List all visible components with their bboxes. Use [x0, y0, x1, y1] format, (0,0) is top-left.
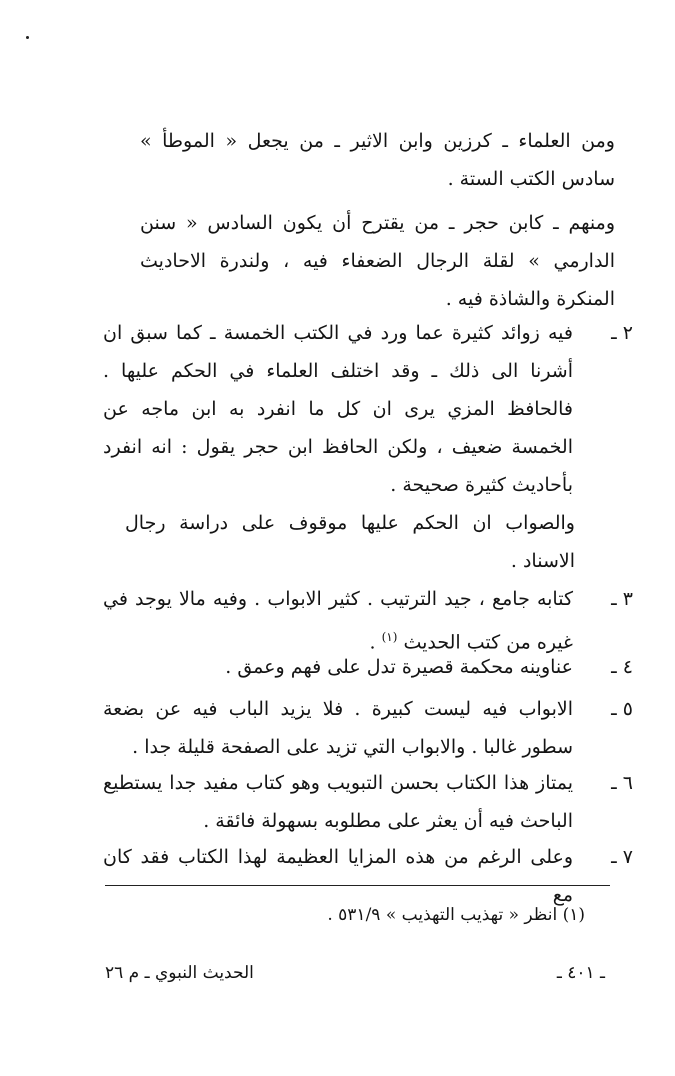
- item-text-2-continuation: والصواب ان الحكم عليها موقوف على دراسة رجال الاسناد .: [125, 512, 575, 572]
- page-footer: [105, 958, 605, 988]
- item-text-3-end: .: [369, 631, 382, 654]
- intro-paragraph-1: ومن العلماء ـ كرزين وابن الاثير ـ من يجعل « الموطأ » سادس الكتب الستة .: [140, 130, 615, 190]
- item-text-5: الابواب فيه ليست كبيرة . فلا يزيد الباب فيه عن بضعة سطور غالبا . والابواب التي تزيد على الصفحة قليلة جدا .: [103, 698, 573, 758]
- running-title: الحديث النبوي ـ م ٢٦: [105, 963, 254, 983]
- item-number-5: ٥ ـ: [611, 698, 633, 720]
- item-number-2: ٢ ـ: [611, 322, 633, 344]
- scan-speck: [26, 36, 29, 39]
- item-text-2: فيه زوائد كثيرة عما ورد في الكتب الخمسة ـ كما سبق ان أشرنا الى ذلك ـ وقد اختلف العلماء في الحكم عليها . فالحافظ المزي يرى ان كل ما انفرد به ابن ماجه عن الخمسة ضعيف ، ولكن الحافظ ابن حجر يقول : انه انفرد بأحاديث كثيرة صحيحة .: [103, 322, 573, 496]
- footnote-divider: [105, 885, 610, 886]
- item-text-7: وعلى الرغم من هذه المزايا العظيمة لهذا الكتاب فقد كان مع: [103, 846, 573, 906]
- item-number-3: ٣ ـ: [611, 588, 633, 610]
- page-number: ـ ٤٠١ ـ: [556, 963, 605, 983]
- item-text-3-main: كتابه جامع ، جيد الترتيب . كثير الابواب . وفيه مالا يوجد في غيره من كتب الحديث: [103, 588, 573, 654]
- item-text-6: يمتاز هذا الكتاب بحسن التبويب وهو كتاب مفيد جدا يستطيع الباحث فيه أن يعثر على مطلوبه بسهولة فائقة .: [103, 772, 573, 832]
- item-number-4: ٤ ـ: [611, 656, 633, 678]
- intro-paragraph-2: ومنهم ـ كابن حجر ـ من يقترح أن يكون السادس « سنن الدارمي » لقلة الرجال الضعفاء فيه ، ولندرة الاحاديث المنكرة والشاذة فيه .: [140, 212, 615, 310]
- item-text-4: عناوينه محكمة قصيرة تدل على فهم وعمق .: [225, 656, 573, 678]
- item-number-6: ٦ ـ: [611, 772, 633, 794]
- footnote: (١) انظر « تهذيب التهذيب » ٥٣١/٩ .: [327, 905, 585, 925]
- item-number-7: ٧ ـ: [611, 846, 633, 868]
- footnote-reference: (١): [381, 630, 398, 644]
